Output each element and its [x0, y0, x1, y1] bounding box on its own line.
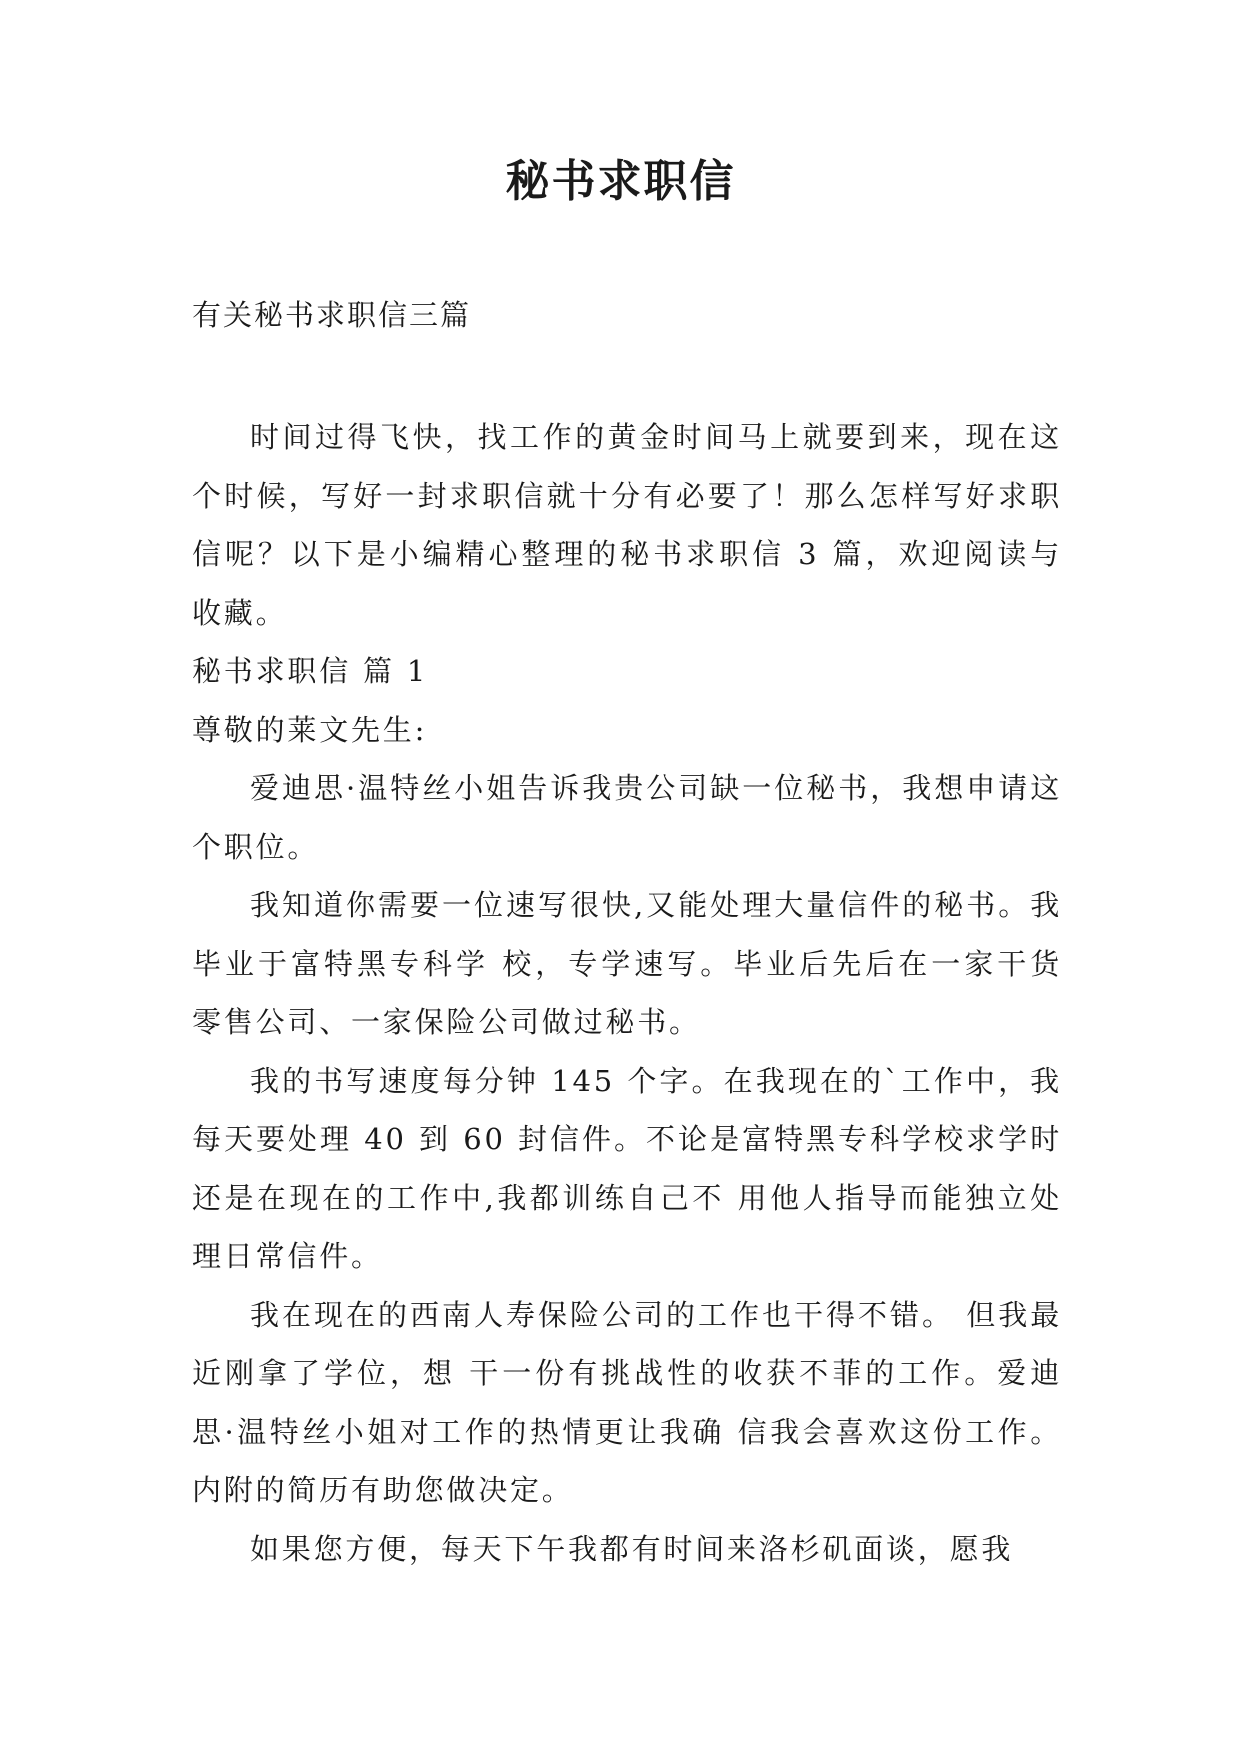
paragraph: 爱迪思·温特丝小姐告诉我贵公司缺一位秘书，我想申请这个职位。: [192, 771, 1062, 864]
paragraph: 我在现在的西南人寿保险公司的工作也干得不错。 但我最近刚拿了学位，想 干一份有挑战性的收获不菲的工作。爱迪思·温特丝小姐对工作的热情更让我确 信我会喜欢这份工作。内附的简历有助您做决定。: [192, 1297, 1062, 1507]
document-subtitle: 有关秘书求职信三篇: [192, 298, 472, 332]
salutation: 尊敬的莱文先生:: [192, 712, 428, 747]
document-body: [192, 408, 1062, 1578]
paragraph: 我知道你需要一位速写很快,又能处理大量信件的秘书。我毕业于富特黑专科学 校，专学速写。毕业后先后在一家干货零售公司、一家保险公司做过秘书。: [192, 888, 1062, 1039]
paragraph-intro: 时间过得飞快，找工作的黄金时间马上就要到来，现在这个时候，写好一封求职信就十分有必要了！那么怎样写好求职信呢？以下是小编精心整理的秘书求职信 3 篇，欢迎阅读与收藏。: [192, 420, 1062, 630]
paragraph: 我的书写速度每分钟 145 个字。在我现在的`工作中，我每天要处理 40 到 60 封信件。不论是富特黑专科学校求学时还是在现在的工作中,我都训练自己不 用他人指导而能独立处理日常信件。: [192, 1063, 1062, 1273]
paragraph: 如果您方便，每天下午我都有时间来洛杉矶面谈，愿我: [250, 1531, 1014, 1566]
section-heading: 秘书求职信 篇 1: [192, 654, 429, 688]
document-title: 秘书求职信: [505, 156, 736, 207]
